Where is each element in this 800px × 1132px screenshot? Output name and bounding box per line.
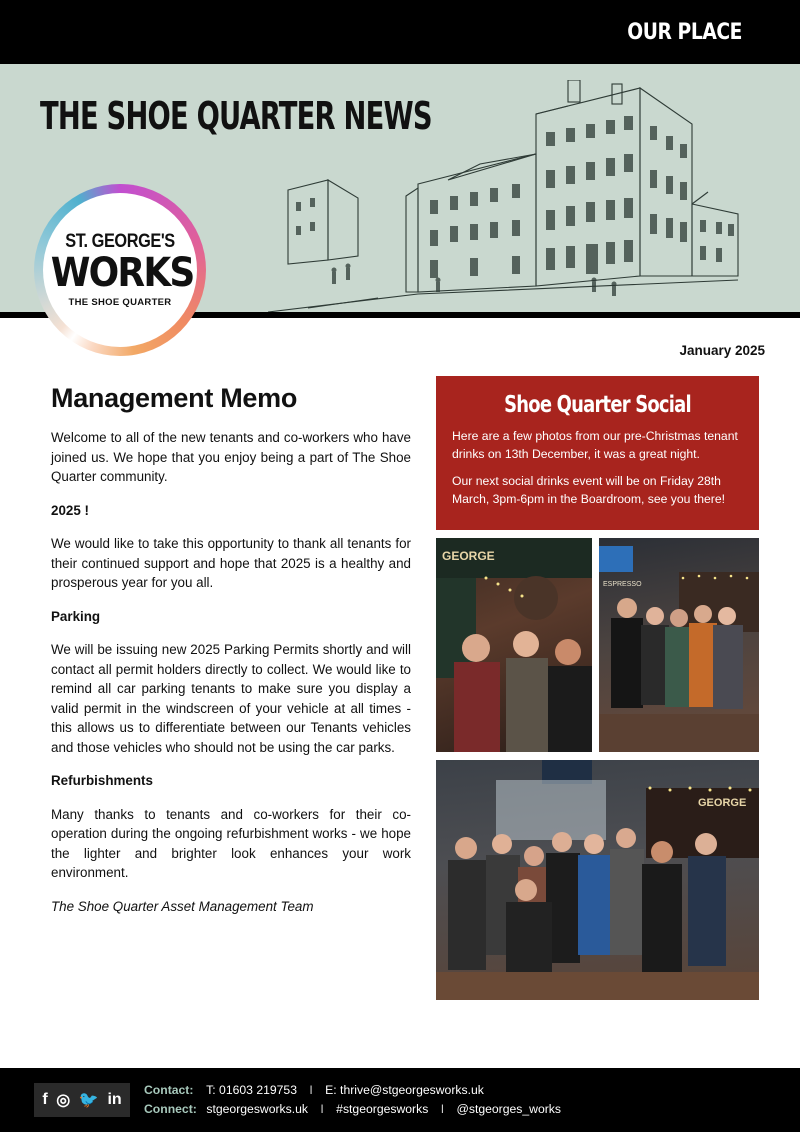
twitter-icon[interactable]: 🐦 <box>78 1092 99 1109</box>
event-photo-1 <box>436 538 592 752</box>
contact-phone[interactable]: T: 01603 219753 <box>206 1083 297 1097</box>
connect-handle[interactable]: @stgeorges_works <box>456 1102 561 1116</box>
separator: I <box>440 1102 445 1116</box>
logo-line-2: WORKS <box>50 250 194 296</box>
connect-hashtag[interactable]: #stgeorgesworks <box>336 1102 429 1116</box>
newsletter-title: THE SHOE QUARTER NEWS <box>40 94 432 138</box>
logo-line-1: ST. GEORGE'S <box>65 231 175 252</box>
connect-row <box>144 1102 561 1116</box>
logo-inner <box>43 193 197 347</box>
contact-email[interactable]: E: thrive@stgeorgesworks.uk <box>325 1083 484 1097</box>
social-title: Shoe Quarter Social <box>504 392 691 418</box>
social-paragraph-2: Our next social drinks event will be on Friday 28th March, 3pm-6pm in the Boardroom, see you there! <box>452 474 725 506</box>
instagram-icon[interactable]: ◎ <box>56 1092 71 1109</box>
linkedin-icon[interactable]: in <box>107 1091 122 1108</box>
top-bar <box>0 0 800 64</box>
photo-espresso-text: ESPRESSO <box>603 581 642 588</box>
social-paragraph-1: Here are a few photos from our pre-Christmas tenant drinks on 13th December, it was a great night. <box>452 429 738 461</box>
photo-3-sign-text: GEORGE <box>698 797 747 809</box>
st-georges-works-logo <box>34 184 206 356</box>
photo-sign-text: GEORGE <box>442 549 495 563</box>
contact-row <box>144 1083 484 1097</box>
event-photo-2 <box>599 538 759 752</box>
section-heading-refurbishments: Refurbishments <box>51 773 153 788</box>
section-body-2025: We would like to take this opportunity to thank all tenants for their continued support and hope that 2025 is a healthy and prosperous year for you all. <box>51 536 411 590</box>
memo-signature: The Shoe Quarter Asset Management Team <box>51 898 314 914</box>
contact-label: Contact: <box>144 1083 194 1097</box>
connect-label: Connect: <box>144 1102 197 1116</box>
our-place-brand: OUR PLACE <box>627 20 742 45</box>
section-heading-2025: 2025 ! <box>51 502 89 518</box>
section-body-parking: We will be issuing new 2025 Parking Permits shortly and will contact all permit holders directly to collect. We would like to remind all car parking tenants to make sure you display a valid permit in the windscreen of your vehicle at all times - this allows us to differentiate between our Tenants vehicles and those vehicles who should not be using the car parks. <box>51 642 411 755</box>
facebook-icon[interactable]: f <box>42 1091 48 1108</box>
connect-website[interactable]: stgeorgesworks.uk <box>206 1102 308 1116</box>
memo-intro: Welcome to all of the new tenants and co-workers who have joined us. We hope that you enjoy being a part of The Shoe Quarter community. <box>51 430 411 484</box>
event-photo-3 <box>436 760 759 1000</box>
section-heading-parking: Parking <box>51 608 101 624</box>
management-memo <box>51 383 411 930</box>
event-photo-1-scene <box>436 538 592 752</box>
social-icons <box>34 1083 130 1117</box>
issue-date: January 2025 <box>679 343 765 358</box>
event-photo-3-scene <box>436 760 759 1000</box>
event-photo-2-scene <box>599 538 759 752</box>
footer <box>0 1068 800 1132</box>
separator: I <box>320 1102 324 1116</box>
shoe-quarter-social-panel <box>436 376 759 530</box>
building-sketch-illustration <box>268 80 748 312</box>
section-body-refurbishments: Many thanks to tenants and co-workers for their co-operation during the ongoing refurbishment works - we hope the lighter and brighter look enhances your work environment. <box>51 806 411 880</box>
logo-line-3: THE SHOE QUARTER <box>68 297 172 308</box>
memo-title: Management Memo <box>51 383 298 413</box>
separator: I <box>309 1083 313 1097</box>
